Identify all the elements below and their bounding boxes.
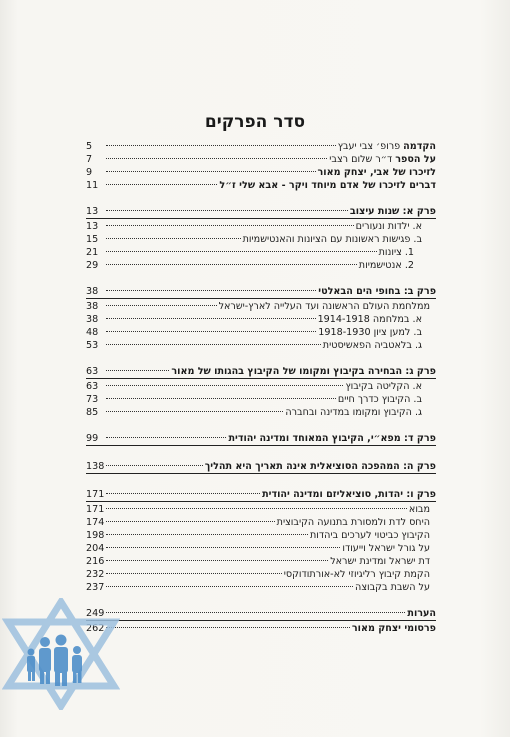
dot-leader: [106, 521, 275, 522]
toc-entry-text: 2. אנטישמיות: [358, 260, 414, 271]
dot-leader: [106, 411, 283, 412]
toc-entry-title: [205, 460, 436, 473]
toc-page-number: 38: [86, 314, 99, 325]
toc-entry-title: [318, 166, 436, 179]
toc-entry-title: [228, 432, 436, 445]
toc-entry-bold-title: דברים לזיכרו של אדם מיוחד ויקר - אבא שלי ז״ל: [219, 180, 436, 191]
dot-leader: [106, 305, 217, 306]
toc-page-number: 11: [86, 180, 99, 191]
toc-entry-title: [329, 153, 436, 166]
toc-entry-title: [330, 555, 436, 568]
toc-entry-title: [310, 529, 436, 542]
toc-entry-text: א. ילדות ונעורים: [355, 221, 422, 232]
toc-entry[interactable]: [86, 205, 436, 218]
toc-entry-title: [219, 179, 436, 192]
toc-entry-text: ב. למען ציון 1918-1930: [318, 327, 422, 338]
toc-entry[interactable]: [86, 233, 436, 246]
chapter-underline: [86, 298, 436, 299]
toc-entry[interactable]: [86, 166, 436, 179]
toc-entry-text: היחס לדת ולמסורת בתנועה הקיבוצית: [276, 517, 430, 528]
toc-page-number: 9: [86, 167, 93, 178]
toc-entry-text: ממלחמת העולם הראשונה ועד העלייה לארץ-ישראל: [218, 301, 430, 312]
toc-entry-bold-title: הקדמה: [403, 141, 436, 152]
toc-entry[interactable]: [86, 179, 436, 192]
toc-entry-text: הקמת קיבוץ רליגיוזי לא-אורתודוקסי: [283, 569, 430, 580]
toc-page-number: 38: [86, 301, 99, 312]
toc-entry[interactable]: [86, 432, 436, 445]
group-spacer: [86, 352, 436, 365]
toc-entry[interactable]: [86, 622, 436, 635]
toc-entry-title: [318, 326, 436, 339]
dot-leader: [106, 225, 354, 226]
toc-page-number: 249: [86, 608, 105, 619]
toc-page-number: 174: [86, 517, 105, 528]
toc-entry[interactable]: [86, 339, 436, 352]
dot-leader: [106, 210, 348, 211]
toc-entry-bold-title: הערות: [407, 608, 436, 619]
toc-page-number: 138: [86, 461, 105, 472]
dot-leader: [106, 318, 316, 319]
chapter-heading: [86, 607, 436, 621]
chapter-underline: [86, 445, 436, 446]
toc-page-number: 237: [86, 582, 105, 593]
toc-entry-title: [379, 246, 436, 259]
dot-leader: [106, 158, 327, 159]
dot-leader: [106, 534, 308, 535]
toc-entry-title: [352, 622, 436, 635]
chapter-underline: [86, 620, 436, 621]
toc-entry-text: א. הקליטה בקיבוץ: [345, 381, 422, 392]
toc-entry-text: פרופ׳ צבי יעבץ: [337, 141, 404, 152]
toc-entry-text: א. במלחמה 1914-1918: [317, 314, 422, 325]
toc-entry[interactable]: [86, 259, 436, 272]
toc-entry[interactable]: [86, 568, 436, 581]
toc-entry[interactable]: [86, 488, 436, 501]
dot-leader: [106, 560, 328, 561]
toc-page-number: 232: [86, 569, 105, 580]
chapter-heading: [86, 488, 436, 502]
toc-entry[interactable]: [86, 300, 436, 313]
toc-entry[interactable]: [86, 516, 436, 529]
toc-entry-title: [342, 542, 436, 555]
toc-entry-title: [262, 488, 436, 501]
toc-entry-title: [338, 393, 436, 406]
toc-entry-bold-title: על הספר: [395, 154, 436, 165]
toc-page-number: 13: [86, 206, 99, 217]
dot-leader: [106, 385, 343, 386]
toc-entry-text: מבוא: [408, 504, 430, 515]
toc-page-number: 171: [86, 489, 105, 500]
toc-page-number: 216: [86, 556, 105, 567]
toc-entry[interactable]: [86, 581, 436, 594]
toc-entry-text: הקיבוץ כביטוי לערכים ביהדות: [309, 530, 430, 541]
toc-entry[interactable]: [86, 285, 436, 298]
toc-entry-text: ג. בלאטביה הפאשיסטית: [322, 340, 422, 351]
toc-page-number: 63: [86, 381, 99, 392]
toc-entry-text: דת ישראל ומדינת ישראל: [330, 556, 430, 567]
toc-entry[interactable]: [86, 313, 436, 326]
toc-entry-title: [318, 285, 436, 298]
toc-entry-title: [318, 313, 436, 326]
toc-entry[interactable]: [86, 140, 436, 153]
toc-page-number: 21: [86, 247, 99, 258]
toc-entry-title: [355, 581, 436, 594]
toc-page-number: 171: [86, 504, 105, 515]
toc-entry-title: [277, 516, 436, 529]
toc-entry[interactable]: [86, 246, 436, 259]
group-spacer: [86, 272, 436, 285]
toc-entry-text: ב. הקיבוץ כדרך חיים: [337, 394, 422, 405]
toc-entry-title: [284, 568, 436, 581]
toc-page-number: 53: [86, 340, 99, 351]
dot-leader: [106, 437, 226, 438]
toc-page-number: 5: [86, 141, 93, 152]
toc-page-number: 63: [86, 366, 99, 377]
group-spacer: [86, 447, 436, 460]
toc-entry-bold-title: פרק ו: יהדות, סוציאליזם ומדינה יהודית: [262, 489, 436, 500]
toc-entry-title: [171, 365, 436, 378]
dot-leader: [106, 586, 353, 587]
toc-entry[interactable]: [86, 153, 436, 166]
toc-entry-bold-title: פרק ב: בחופי הים הבאלטי: [318, 286, 436, 297]
toc-page-number: 48: [86, 327, 99, 338]
toc-entry-title: [243, 233, 436, 246]
group-spacer: [86, 192, 436, 205]
toc-page-number: 204: [86, 543, 105, 554]
toc-page-number: 85: [86, 407, 99, 418]
table-of-contents: [86, 140, 436, 635]
toc-entry-title: [356, 220, 436, 233]
toc-entry-bold-title: פרק ה: המהפכה הסוציאלית אינה תאריך היא תהליך: [204, 461, 436, 472]
dot-leader: [106, 251, 377, 252]
toc-entry[interactable]: [86, 393, 436, 406]
dot-leader: [106, 573, 282, 574]
chapter-heading: [86, 432, 436, 446]
dot-leader: [106, 145, 336, 146]
dot-leader: [106, 547, 340, 548]
toc-page-number: 38: [86, 286, 99, 297]
toc-entry[interactable]: [86, 503, 436, 516]
dot-leader: [106, 264, 357, 265]
toc-page-number: 29: [86, 260, 99, 271]
group-spacer: [86, 594, 436, 607]
toc-entry[interactable]: [86, 406, 436, 419]
toc-entry[interactable]: [86, 555, 436, 568]
toc-page-number: 7: [86, 154, 93, 165]
toc-entry[interactable]: [86, 365, 436, 378]
toc-entry-title: [338, 140, 436, 153]
toc-entry[interactable]: [86, 460, 436, 473]
toc-entry-title: [219, 300, 436, 313]
toc-page-number: 262: [86, 623, 105, 634]
chapter-heading: [86, 205, 436, 219]
toc-entry-bold-title: לזיכרו של אבי, יצחק מאור: [317, 167, 436, 178]
toc-entry[interactable]: [86, 607, 436, 620]
toc-entry-title: [359, 259, 436, 272]
toc-entry[interactable]: [86, 529, 436, 542]
toc-entry-text: ד״ר שלום רצבי: [329, 154, 396, 165]
group-spacer: [86, 419, 436, 432]
toc-entry-bold-title: פרסומי יצחק מאור: [351, 623, 436, 634]
toc-entry[interactable]: [86, 380, 436, 393]
toc-page-number: 15: [86, 234, 99, 245]
chapter-underline: [86, 473, 436, 474]
toc-entry-text: ב. פגישות ראשונות עם הציונות והאנטישמיות: [242, 234, 422, 245]
toc-entry-title: [407, 607, 436, 620]
dot-leader: [106, 331, 316, 332]
toc-page-number: 13: [86, 221, 99, 232]
star-of-david-family-icon: [2, 598, 120, 710]
toc-entry-text: ג. הקיבוץ ומקומו במדינה ובחברה: [285, 407, 422, 418]
toc-page-number: 198: [86, 530, 105, 541]
toc-entry[interactable]: [86, 326, 436, 339]
toc-entry-text: 1. ציונות: [378, 247, 414, 258]
toc-entry-title: [345, 380, 436, 393]
dot-leader: [106, 344, 321, 345]
group-spacer: [86, 475, 436, 488]
toc-entry-text: על גורל ישראל וייעודו: [342, 543, 430, 554]
dot-leader: [106, 398, 336, 399]
toc-entry-bold-title: פרק ד: מפא״י, הקיבוץ המאוחד ומדינה יהודית: [228, 433, 436, 444]
chapter-heading: [86, 285, 436, 299]
page-title: סדר הפרקים: [204, 112, 306, 132]
chapter-underline: [86, 378, 436, 379]
toc-page-number: 99: [86, 433, 99, 444]
toc-entry[interactable]: [86, 542, 436, 555]
dot-leader: [106, 184, 217, 185]
toc-entry-bold-title: פרק ג: הבחירה בקיבוץ ומקומו של הקיבוץ בהגותו של מאור: [171, 366, 436, 377]
dot-leader: [106, 171, 316, 172]
dot-leader: [106, 290, 316, 291]
dot-leader: [106, 238, 241, 239]
dot-leader: [106, 370, 169, 371]
dot-leader: [106, 465, 203, 466]
chapter-heading: [86, 365, 436, 379]
toc-entry-title: [285, 406, 436, 419]
toc-entry-text: על השבת בקבוצה: [355, 582, 430, 593]
toc-entry-title: [350, 205, 436, 218]
toc-entry-title: [323, 339, 436, 352]
toc-entry-bold-title: פרק א: שנות עיצוב: [349, 206, 436, 217]
toc-entry[interactable]: [86, 220, 436, 233]
dot-leader: [106, 627, 350, 628]
toc-page-number: 73: [86, 394, 99, 405]
chapter-underline: [86, 218, 436, 219]
dot-leader: [106, 508, 407, 509]
chapter-underline: [86, 501, 436, 502]
dot-leader: [106, 612, 405, 613]
chapter-heading: [86, 460, 436, 474]
dot-leader: [106, 493, 260, 494]
toc-entry-title: [409, 503, 436, 516]
